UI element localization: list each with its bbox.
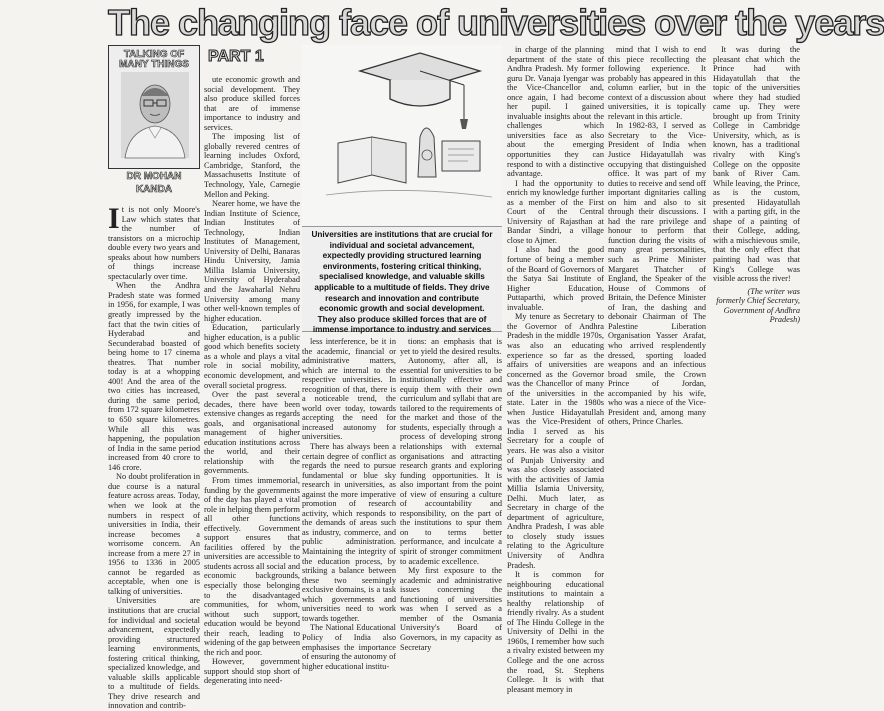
author-credit: (The writer was formerly Chief Secretary, Government of Andhra Pradesh): [716, 286, 800, 325]
drop-cap: I: [108, 202, 120, 235]
article-column-6: [608, 45, 706, 600]
paragraph: less interference, be it in the academic, financial or administrative matters, which are internal to the respective universities. In recognition of that, there is a noticeable trend, the world over today, towards accepting the need for increased autonomy for universities.: [302, 337, 396, 442]
columnist-box: [108, 45, 200, 169]
article-column-3: [302, 337, 397, 671]
article-column-1: [108, 202, 200, 711]
paragraph: tions: an emphasis that is yet to yield the desired results.: [400, 337, 502, 356]
paragraph: I also had the good fortune of being a member of the Board of Governors of the Satya Sai Institute of Higher Education, Puttaparthi, which proved invaluable.: [507, 245, 604, 312]
paragraph: I had the opportunity to enrich my knowledge further as a member of the First Court of the Central University of Rajasthan at Bandar Sindri, a village close to Ajmer.: [507, 178, 604, 245]
author-photo: [121, 72, 189, 158]
part-label: PART 1: [208, 48, 264, 65]
article-column-5: [507, 45, 604, 694]
pull-quote: Universities are institutions that are crucial for individual and societal advancement, expectedly providing structured learning environments, fostering critical thinking, specialised knowledge, and valuable skills applicable to a multitude of fields. They drive research and innovation and contribute economic growth and social development. They also produce skilled forces that are of immense importance to industry and services: [302, 226, 502, 332]
column-title: TALKING OF MANY THINGS: [119, 49, 189, 70]
paragraph: The National Educational Policy of India also emphasises the importance of ensuring the autonomy of higher educational institu-: [302, 623, 397, 671]
paragraph: From times immemorial, funding by the governments of the day has played a vital role in helping them perform all other functions effectively. Government support ensures that facilities offered by the universities are accessible to students across all social and economic backgrounds, especially those belonging to the disadvantaged communities, for whom, without such support, education would be beyond their reach, leading to widening of the gap between the rich and poor.: [204, 475, 300, 657]
paragraph: in charge of the planning department of the state of Andhra Pradesh. My former guru Dr. Vanaja Iyengar was the Vice-Chancellor and, once again, I had become her pupil. I gained invaluable insights about the challenges which universities face as also about the emerging opportunities they can respond to with a distinctive advantage.: [507, 45, 604, 179]
byline: DR MOHAN KANDA: [126, 171, 182, 195]
article-column-7: [713, 45, 800, 600]
paragraph: It is common for neighbouring educational institutions to maintain a healthy relationship of friendly rivalry. As a student of The Hindu College in the University of Delhi in the 1960s, I remember how such a rivalry existed between my College and the one across the road, St. Stephens College. It is with that pleasant memory in: [507, 570, 604, 694]
paragraph: Autonomy, after all, is essential for universities to be institutionally effective and equip them with their own curriculum and syllabi that are tailored to the requirements of the market and those of the students, especially through a process of developing strong relationships with external organisations and attracting research grants and exploring funding opportunities. It is also important from the point of view of ensuring a culture of accountability and responsibility, on the part of the institutions to spur them on to terms better performance, and inculcate a spirit of stronger commitment to academic excellence.: [400, 356, 502, 566]
paragraph: In 1982-83, I served as Secretary to the Vice-President of India when Justice Hidayatullah was occupying that distinguished office. It was part of my duties to receive and send off important dignitaries calling on him and also to sit through their discussions. I had the rare privilege and honour to perform that function during the visits of many great personalities, such as Prime Minister Margaret Thatcher of England, the Speaker of the House of Commons of Britain, the Defence Minister of Iran, the dashing and debonair Chairman of The Palestine Liberation Organisation Yasser Arafat, who arrived resplendently dressed, sporting loaded weapons and an infectious broad smile, the Crown Prince of Jordan, accompanied by his wife, who was a niece of the Vice-President and, among many others, Prince Charles.: [608, 121, 706, 427]
paragraph: However, government support should stop short of degenerating into need-: [204, 657, 300, 686]
paragraph: It was during the pleasant chat which the Prince had with Hidayatullah that the topic of the universities where they had studied came up. They were brought up from Trinity College in Cambridge University, which, as is known, has a traditional rivalry with King's College on the opposite bank of River Cam. While leaving, the Prince, as is the custom, presented Hidayatullah with a parting gift, in the shape of a painting of their College, adding, with a mischievous smile, that the only effect that painting had was that King's College was visible across the river!: [713, 45, 800, 284]
paragraph: ute economic growth and social development. They also produce skilled forces that are of immense importance to industry and services.: [204, 75, 300, 132]
paragraph: t is not only Moore's Law which states that the number of transistors on a microchip double every two years and speaks about how numbers of things increase spectacularly over time.: [108, 205, 200, 281]
paragraph: Nearer home, we have the Indian Institute of Science, Indian Institutes of Technology, Indian Institutes of Management, University of Delhi, Banaras Hindu University, Jamia Millia Islamia University, University of Hyderabad and the Jawaharlal Nehru University among many other well-known temples of higher education.: [204, 199, 300, 323]
paragraph: mind that I wish to end this piece recollecting the following experience. It probably has appeared in this column earlier, but in the context of a discussion about universities, it is topically relevant in this article.: [608, 45, 706, 121]
article-column-2: [204, 75, 300, 686]
paragraph: Universities are institutions that are crucial for individual and societal advancement, expectedly providing structured learning environments, fostering critical thinking, specialized knowledge, and valuable skills applicable to a multitude of fields. They drive research and innovation and contrib-: [108, 596, 200, 711]
paragraph: When the Andhra Pradesh state was formed in 1956, for example, I was greatly impressed by the fact that the twin cities of Hyderabad and Secunderabad boasted of being home to 17 cinema theatres. That number today is at a whopping 400! And the area of the two cities has increased, during the same period, from 172 square kilometres to 650 square kilometres. While all this was happening, the population of India in the same period increased from 40 crore to 146 crore.: [108, 281, 200, 472]
paragraph: The imposing list of globally revered centres of learning includes Oxford, Cambridge, Stanford, the Massachusetts Institute of Technology, Yale, Carnegie Mellon and Peking.: [204, 132, 300, 199]
headline: The changing face of universities over the years: [108, 2, 884, 43]
paragraph: My tenure as Secretary to the Governor of Andhra Pradesh in the middle 1970s, was also an educating experience so far as the affairs of universities are concerned as the Governor was the Chancellor of many of the universities in the state. Later in the 1980s when Justice Hidayatullah was the Vice-President of India I served as his Secretary for a couple of years. He was also a visitor of Punjab University and was also closely associated with the activities of Jamia Millia Islamia University, Delhi. Much later, as Secretary in charge of the department of agriculture, Andhra Pradesh, I was able to closely study issues relating to the Agriculture University of Andhra Pradesh.: [507, 312, 604, 570]
article-column-4: [400, 337, 502, 652]
paragraph: Education, particularly higher education, is a public good which benefits society as a whole and plays a vital role in social mobility, economic development, and overall societal progress.: [204, 323, 300, 390]
graduation-illustration: [302, 45, 502, 225]
paragraph: My first exposure to the academic and administrative issues concerning the functioning of universities was when I served as a member of the Osmania University's Board of Governors, in my capacity as Secretary: [400, 566, 502, 652]
paragraph: There has always been a certain degree of conflict as regards the need to pursue fundamental or blue sky research in universities, as against the more imperative promotion of research activity, which responds to the demands of areas such as industry, commerce, and public administration. Maintaining the integrity of the education process, by striking a balance between these two seemingly exclusive domains, is a task which governments and universities need to work towards together.: [302, 442, 396, 623]
paragraph: No doubt proliferation in due course is a natural feature across areas. Today, when we look at the numbers in respect of universities in India, their increase becomes a worrisome concern. An increase from a mere 27 in 1956 to 1336 in 2005 cannot be regarded as acceptable, when one is talking of universities.: [108, 472, 200, 596]
paragraph: Over the past several decades, there have been extensive changes as regards goals, and organisational management of higher education institutions across the world, and their relationship with the governments.: [204, 390, 300, 476]
